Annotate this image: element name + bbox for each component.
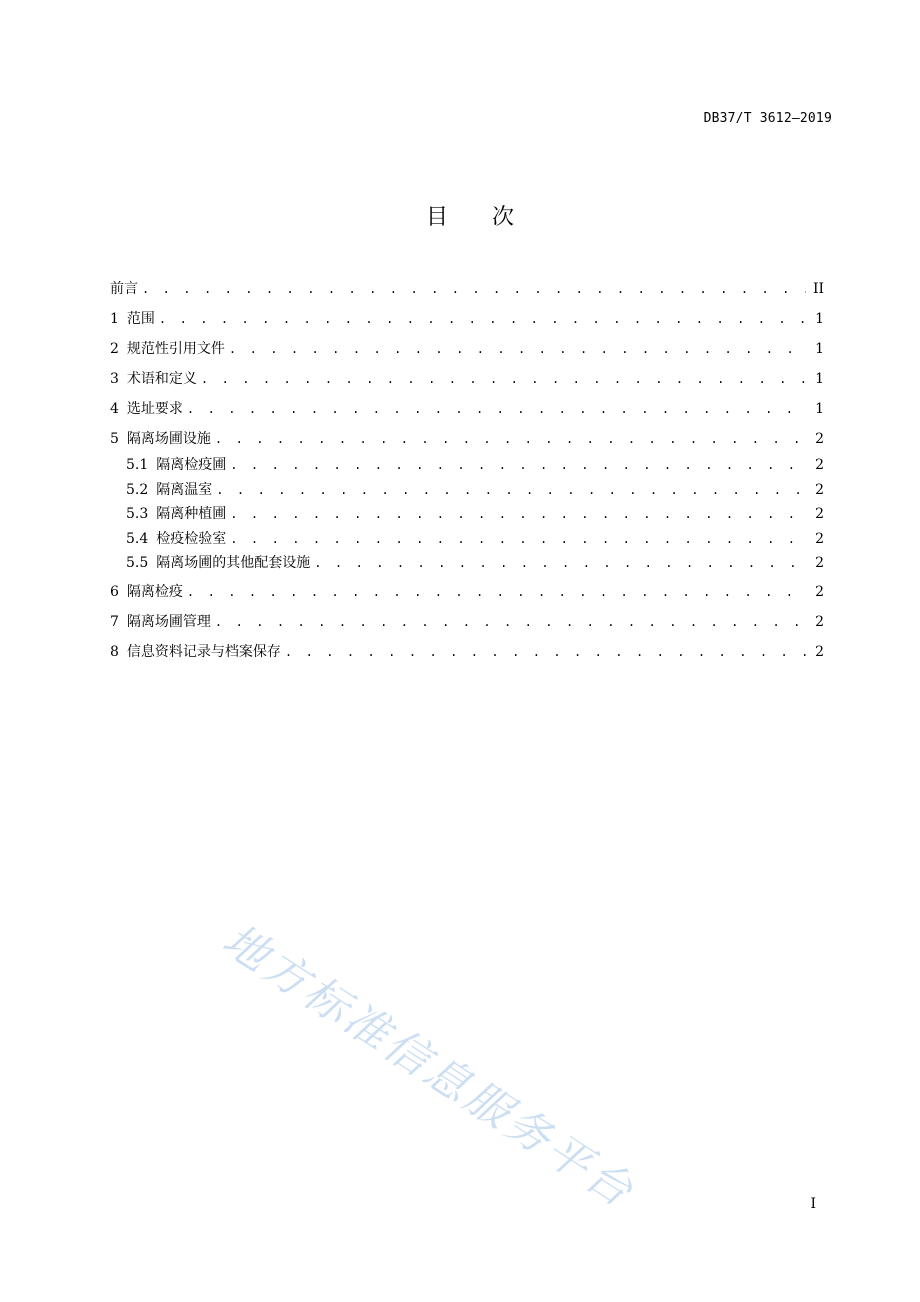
- toc-entry-page: 2: [815, 530, 824, 547]
- page-number: I: [810, 1196, 816, 1212]
- toc-leader-dots: [159, 307, 806, 331]
- toc-entry-page: 2: [815, 457, 824, 473]
- toc-leader-dots: [230, 502, 806, 526]
- toc-subentry[interactable]: [110, 478, 824, 503]
- page-title-part1: 目: [425, 205, 448, 230]
- toc-entry-page: 2: [815, 506, 824, 522]
- toc-entry[interactable]: [110, 397, 824, 427]
- toc-entry-number: 5.5: [126, 555, 149, 571]
- toc-entry-page: II: [812, 281, 824, 297]
- toc-entry-label: 隔离场圃管理: [126, 613, 211, 630]
- toc-entry-number: 2: [110, 341, 119, 357]
- toc-entry-label: 范围: [126, 311, 155, 327]
- page-title: [0, 200, 920, 231]
- toc-entry-label: 前言: [110, 281, 138, 297]
- toc-entry[interactable]: [110, 610, 824, 640]
- toc-entry-page: 1: [815, 311, 824, 327]
- toc-leader-dots: [201, 367, 806, 391]
- toc-entry-number: 1: [110, 311, 119, 327]
- toc-leader-dots: [142, 277, 806, 301]
- toc-entry[interactable]: [110, 367, 824, 397]
- toc-subentry[interactable]: [110, 453, 824, 478]
- toc-entry-page: 2: [815, 431, 824, 447]
- toc-entry-label: 隔离种植圃: [156, 506, 227, 522]
- toc-leader-dots: [215, 427, 806, 451]
- toc-leader-dots: [187, 397, 806, 421]
- toc-subentry[interactable]: [110, 527, 824, 552]
- toc-entry-number: 5.2: [126, 481, 149, 498]
- toc-entry-page: 1: [815, 341, 824, 357]
- toc-entry-number: 7: [110, 613, 119, 630]
- toc-entry-label: 检疫检验室: [156, 530, 227, 547]
- toc-entry-number: 3: [110, 371, 119, 387]
- toc-entry-label: 规范性引用文件: [126, 341, 225, 357]
- page-title-part2: 次: [492, 205, 515, 230]
- toc-entry-number: 5.3: [126, 506, 149, 522]
- toc-entry-number: 8: [110, 643, 119, 660]
- toc-entry-label: 隔离场圃的其他配套设施: [156, 555, 311, 571]
- toc-leader-dots: [229, 337, 806, 361]
- toc-entry-number: 5.1: [126, 457, 149, 473]
- toc-leader-dots: [230, 527, 806, 551]
- toc-leader-dots: [314, 551, 806, 575]
- toc-entry[interactable]: [110, 640, 824, 670]
- toc-entry-page: 2: [815, 555, 824, 571]
- toc-leader-dots: [187, 580, 806, 604]
- toc-entry-number: 4: [110, 401, 119, 417]
- toc-leader-dots: [215, 610, 806, 634]
- toc-entry-page: 2: [815, 583, 824, 600]
- toc-entry-page: 1: [815, 371, 824, 387]
- toc-entry-label: 隔离检疫圃: [156, 457, 227, 473]
- toc-entry-label: 信息资料记录与档案保存: [126, 643, 281, 660]
- toc-entry[interactable]: [110, 337, 824, 367]
- toc-entry-label: 隔离检疫: [126, 583, 183, 600]
- toc-leader-dots: [285, 640, 806, 664]
- toc-entry-label: 术语和定义: [126, 371, 197, 387]
- toc-entry-label: 选址要求: [126, 401, 183, 417]
- toc-entry[interactable]: [110, 580, 824, 610]
- toc-entry-number: 6: [110, 583, 119, 600]
- toc-entry-label: 隔离温室: [156, 481, 213, 498]
- toc-entry-number: 5.4: [126, 530, 149, 547]
- toc-leader-dots: [216, 478, 806, 502]
- toc-subentry[interactable]: [110, 502, 824, 527]
- toc-entry-page: 2: [815, 643, 824, 660]
- toc-entry[interactable]: [110, 307, 824, 337]
- document-code: DB37/T 3612—2019: [703, 111, 832, 126]
- toc-subentry[interactable]: [110, 551, 824, 576]
- table-of-contents: [110, 277, 824, 670]
- watermark: 地方标准信息服务平台: [213, 914, 644, 1219]
- toc-entry-page: 1: [815, 401, 824, 417]
- toc-leader-dots: [230, 453, 806, 477]
- toc-entry-page: 2: [815, 613, 824, 630]
- toc-entry-page: 2: [815, 481, 824, 498]
- toc-entry-label: 隔离场圃设施: [126, 431, 211, 447]
- toc-entry[interactable]: [110, 277, 824, 307]
- toc-entry-number: 5: [110, 431, 119, 447]
